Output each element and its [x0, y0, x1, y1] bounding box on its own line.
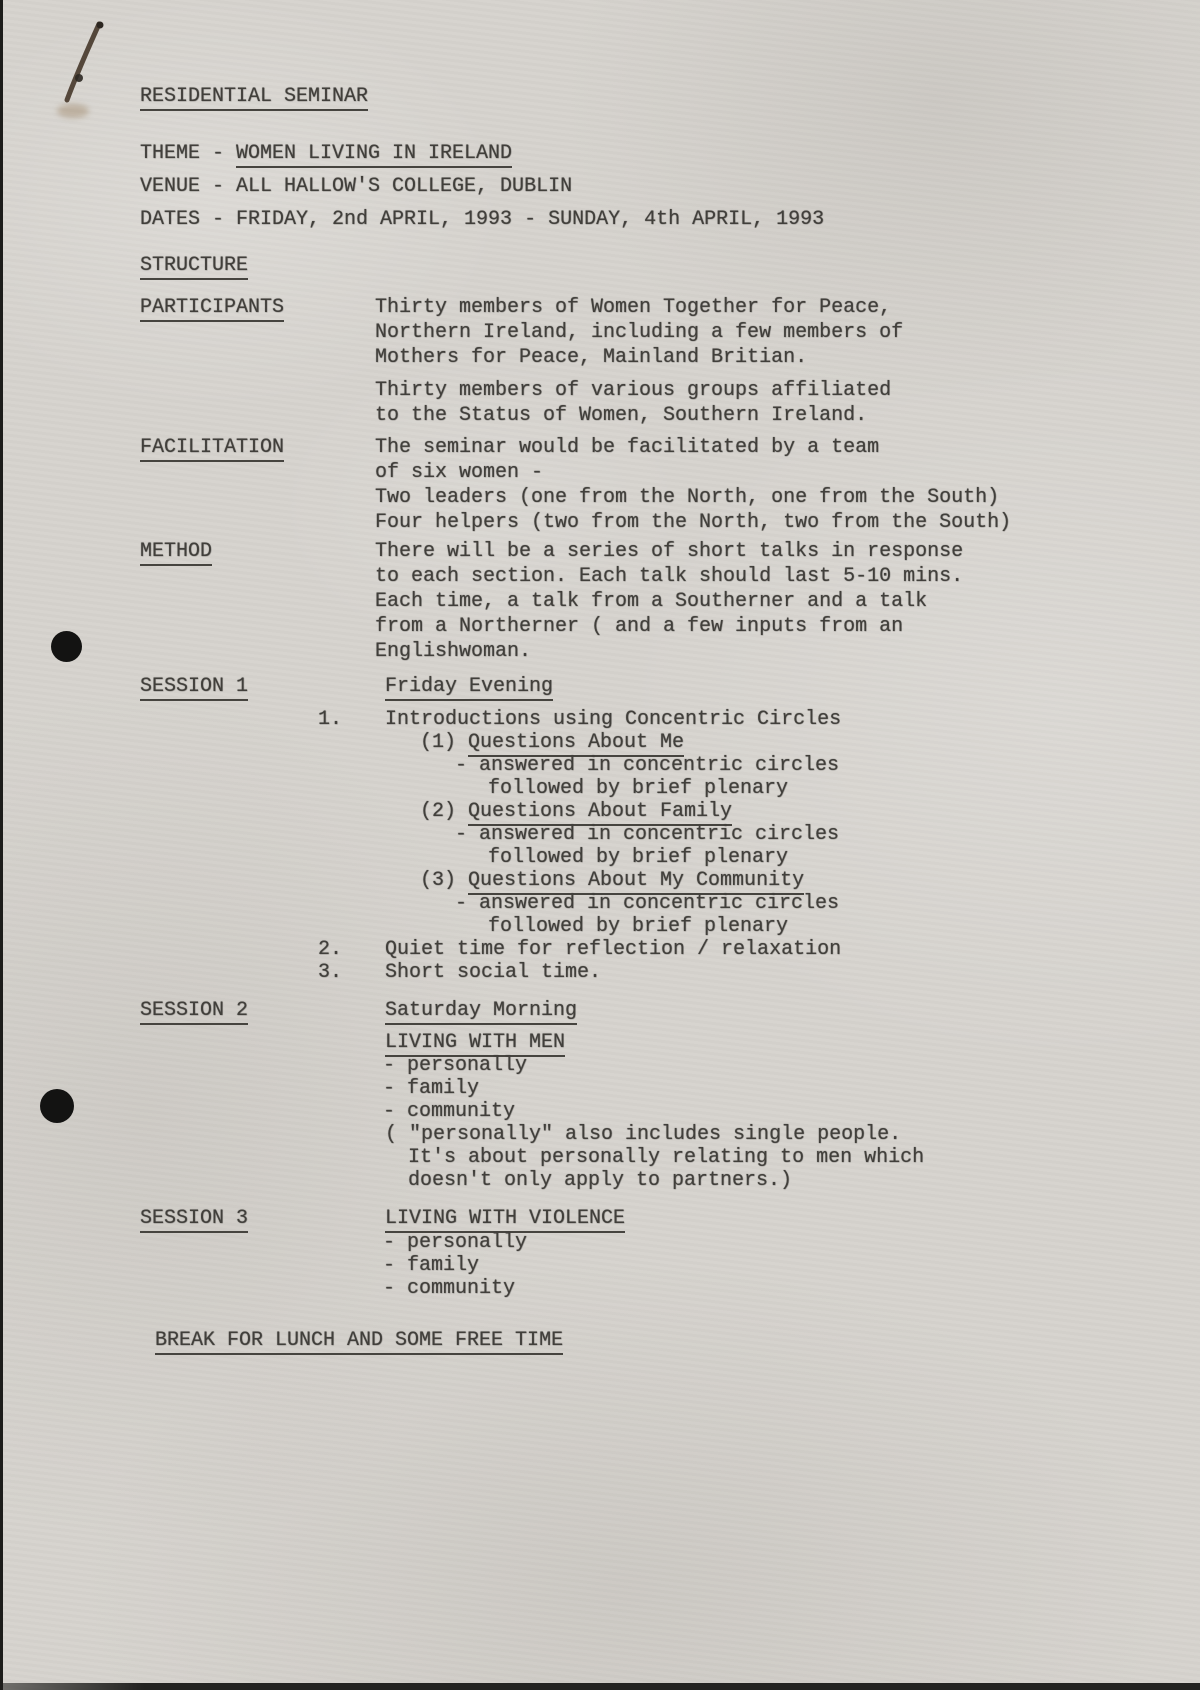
session2-bullet: - community [383, 1100, 516, 1123]
sub-item-detail: followed by brief plenary [488, 777, 789, 800]
method-section [140, 539, 1140, 664]
method-text [375, 539, 1140, 664]
facilitation-label-cell [140, 435, 375, 535]
item-number: 3. [318, 961, 343, 984]
break-text: BREAK FOR LUNCH AND SOME FREE TIME [155, 1329, 563, 1355]
session3-label-cell [140, 1206, 375, 1300]
venue-line: VENUE - ALL HALLOW'S COLLEGE, DUBLIN [140, 175, 573, 198]
sub-item-detail: - answered in concentric circles [455, 754, 840, 777]
facilitation-line: of six women - [375, 461, 544, 484]
item-number: 1. [318, 708, 343, 731]
participants-text [375, 295, 1140, 428]
sub-item-detail: followed by brief plenary [488, 915, 789, 938]
hole-punch-top [51, 631, 82, 662]
participants-para2 [375, 378, 1140, 428]
facilitation-text [375, 435, 1140, 535]
participants-para1-line: Mothers for Peace, Mainland Britian. [375, 346, 808, 369]
theme-line [140, 141, 1140, 166]
session2-heading: Saturday Morning [385, 999, 577, 1025]
sub-item-prefix: (3) [420, 869, 469, 892]
sub-item-prefix: (1) [420, 731, 469, 754]
participants-para2-line: Thirty members of various groups affiliated [375, 379, 892, 402]
structure-heading: STRUCTURE [140, 254, 248, 280]
method-line: Each time, a talk from a Southerner and a talk [375, 590, 928, 613]
participants-para2-line: to the Status of Women, Southern Ireland. [375, 404, 868, 427]
scan-edge-left [0, 0, 3, 1690]
session2-topic: LIVING WITH MEN [385, 1031, 565, 1057]
session1-heading: Friday Evening [385, 675, 553, 701]
session3-body [375, 1206, 1140, 1300]
session2-note-line: doesn't only apply to partners.) [408, 1169, 793, 1192]
session2-note-line: It's about personally relating to men which [408, 1146, 925, 1169]
sub-item-detail: - answered in concentric circles [455, 892, 840, 915]
sub-item-title-line [385, 869, 841, 892]
session1-item [318, 708, 1140, 938]
theme-label: THEME - [140, 142, 237, 165]
facilitation-line: Two leaders (one from the North, one from the South) [375, 486, 1000, 509]
session1-section [140, 674, 1140, 699]
session2-label-cell [140, 998, 375, 1192]
session2-label: SESSION 2 [140, 999, 248, 1025]
sub-item-detail: - answered in concentric circles [455, 823, 840, 846]
session3-topic-line [375, 1206, 1140, 1231]
document-content [140, 84, 1140, 1353]
facilitation-section [140, 435, 1140, 535]
session3-label: SESSION 3 [140, 1207, 248, 1233]
session2-note-line: ( "personally" also includes single people. [385, 1123, 902, 1146]
title-line [140, 84, 1140, 109]
session2-topic-line [375, 1031, 1140, 1054]
facilitation-line: The seminar would be facilitated by a team [375, 436, 880, 459]
sub-item-title: Questions About Family [468, 800, 732, 826]
participants-section [140, 295, 1140, 428]
item-number: 2. [318, 938, 343, 961]
seminar-title: RESIDENTIAL SEMINAR [140, 85, 368, 111]
break-line [155, 1328, 1140, 1353]
sub-item-title: Questions About My Community [468, 869, 804, 895]
sub-item-title: Questions About Me [468, 731, 684, 757]
participants-label: PARTICIPANTS [140, 296, 284, 322]
method-label: METHOD [140, 540, 212, 566]
participants-para1-line: Thirty members of Women Together for Peace, [375, 296, 892, 319]
hole-punch-bottom [40, 1089, 74, 1123]
session2-heading-line [375, 998, 1140, 1023]
facilitation-label: FACILITATION [140, 436, 284, 462]
session1-item [318, 938, 1140, 961]
structure-line [140, 253, 1140, 278]
dates-line: DATES - FRIDAY, 2nd APRIL, 1993 - SUNDAY, 4th APRIL, 1993 [140, 208, 825, 231]
session2-bullet: - personally [383, 1054, 528, 1077]
session2-bullet: - family [383, 1077, 480, 1100]
session1-item [318, 961, 1140, 984]
scan-edge-bottom [0, 1683, 1200, 1690]
sub-item-prefix: (2) [420, 800, 469, 823]
method-line: There will be a series of short talks in response [375, 540, 964, 563]
session3-topic: LIVING WITH VIOLENCE [385, 1207, 625, 1233]
method-line: Englishwoman. [375, 640, 532, 663]
session2-body [375, 998, 1140, 1192]
session2-section [140, 998, 1140, 1192]
method-line: to each section. Each talk should last 5-10 mins. [375, 565, 964, 588]
sub-item-title-line [385, 731, 841, 754]
session1-heading-cell [375, 674, 1140, 699]
session1-list [318, 708, 1140, 984]
session1-heading-line [375, 674, 1140, 699]
item-body [385, 708, 841, 938]
session3-section [140, 1206, 1140, 1300]
session1-label: SESSION 1 [140, 675, 248, 701]
participants-para1-line: Northern Ireland, including a few members of [375, 321, 904, 344]
item-text: Introductions using Concentric Circles [385, 708, 842, 731]
sub-item-detail: followed by brief plenary [488, 846, 789, 869]
method-line: from a Northerner ( and a few inputs from an [375, 615, 904, 638]
participants-label-cell [140, 295, 375, 428]
session3-bullet: - community [383, 1277, 516, 1300]
session3-bullet: - personally [383, 1231, 528, 1254]
item-text: Short social time. [385, 961, 602, 984]
handwritten-pen-mark [45, 16, 125, 126]
session3-bullet: - family [383, 1254, 480, 1277]
item-text: Quiet time for reflection / relaxation [385, 938, 842, 961]
sub-item-title-line [385, 800, 841, 823]
theme-value: WOMEN LIVING IN IRELAND [236, 142, 512, 168]
method-label-cell [140, 539, 375, 664]
facilitation-line: Four helpers (two from the North, two from the South) [375, 511, 1012, 534]
session1-label-cell [140, 674, 375, 699]
